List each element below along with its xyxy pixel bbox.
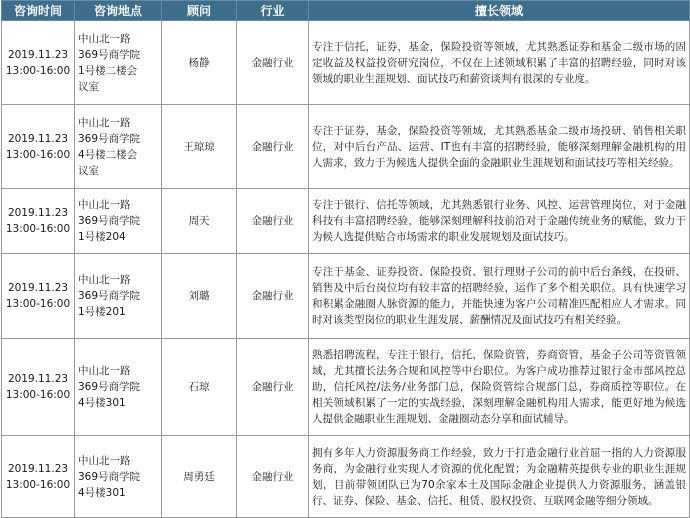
cell-industry: 金融行业 [237, 254, 309, 339]
cell-consultant: 周天 [162, 189, 237, 254]
cell-industry: 金融行业 [237, 436, 309, 518]
cell-place: 中山北一路 369号商学院 4号楼301 [75, 339, 162, 436]
table-header [2, 1, 690, 21]
header-row [2, 1, 690, 21]
cell-consultant: 杨静 [162, 21, 237, 105]
cell-industry: 金融行业 [237, 21, 309, 105]
header-industry: 行业 [237, 1, 309, 21]
header-expertise: 擅长领域 [309, 1, 690, 21]
header-consultant: 顾问 [162, 1, 237, 21]
cell-consultant: 刘璐 [162, 254, 237, 339]
table-row [2, 105, 690, 189]
cell-industry: 金融行业 [237, 105, 309, 189]
cell-industry: 金融行业 [237, 339, 309, 436]
cell-expertise: 专注于证券，基金，保险投资等领域，尤其熟悉基金二级市场投研、销售相关职位，对中后台产品、运营、IT也有丰富的招聘经验，能够深刻理解金融机构的用人需求，致力于为候选人提供全面的金融职业生涯规划和面试技巧等相关经验。 [309, 105, 690, 189]
cell-place: 中山北一路 369号商学院 1号楼201 [75, 254, 162, 339]
cell-expertise: 专注于信托，证券，基金，保险投资等领域，尤其熟悉证券和基金二级市场的固定收益及权益投资研究岗位，不仅在上述领域积累了丰富的招聘经验，同时对该领域的职业生涯规划、面试技巧和薪资谈判有很深的专业度。 [309, 21, 690, 105]
cell-time: 2019.11.23 13:00-16:00 [2, 339, 75, 436]
cell-time: 2019.11.23 13:00-16:00 [2, 436, 75, 518]
table-body [2, 21, 690, 518]
cell-time: 2019.11.23 13:00-16:00 [2, 105, 75, 189]
cell-place: 中山北一路 369号商学院 1号楼二楼会 议室 [75, 21, 162, 105]
table-row [2, 189, 690, 254]
header-consult-place: 咨询地点 [75, 1, 162, 21]
cell-time: 2019.11.23 13:00-16:00 [2, 254, 75, 339]
table-row [2, 254, 690, 339]
cell-time: 2019.11.23 13:00-16:00 [2, 21, 75, 105]
cell-place: 中山北一路 369号商学院 4号楼二楼会 议室 [75, 105, 162, 189]
table-row [2, 436, 690, 518]
cell-consultant: 石琼 [162, 339, 237, 436]
cell-consultant: 周勇廷 [162, 436, 237, 518]
cell-expertise: 专注于银行、信托等领域，尤其熟悉银行业务、风控、运营管理岗位，对于金融科技有丰富招聘经验，能够深刻理解科技前沿对于金融传统业务的赋能，致力于为候人选提供贴合市场需求的职业发展规划及面试技巧。 [309, 189, 690, 254]
cell-expertise: 熟悉招聘流程，专注于银行，信托，保险资管，券商资管，基金子公司等资管领域，尤其擅长法务合规和风控等中台职位。为客户成功推荐过银行金市部风控总助，信托风控/法务/业务部门总，保险资管综合规部门总，券商质控等职位。在相关领域积累了一定的实战经验，深刻理解金融机构用人需求，能更好地为候选人提供金融职业生涯规划、金融圈动态分享和面试辅导。 [309, 339, 690, 436]
table-row [2, 339, 690, 436]
cell-industry: 金融行业 [237, 189, 309, 254]
header-consult-time: 咨询时间 [2, 1, 75, 21]
consultant-schedule-table [1, 0, 690, 518]
cell-consultant: 王琼琼 [162, 105, 237, 189]
cell-place: 中山北一路 369号商学院 1号楼204 [75, 189, 162, 254]
cell-place: 中山北一路 369号商学院 4号楼301 [75, 436, 162, 518]
table-row [2, 21, 690, 105]
cell-expertise: 拥有多年人力资源服务商工作经验，致力于打造金融行业首屈一指的人力资源服务商，为金融行业实现人才资源的优化配置；为金融精英提供专业的职业生涯规划，目前带领团队已为70余家本土及国际金融企业提供人力资源服务，涵盖银行、证券、保险、基金、信托、租赁、股权投资、互联网金融等细分领域。 [309, 436, 690, 518]
cell-time: 2019.11.23 13:00-16:00 [2, 189, 75, 254]
cell-expertise: 专注于基金、证券投资、保险投资、银行理财子公司的前中后台条线，在投研、销售及中后台岗位均有较丰富的招聘经验，运作了多个相关职位。具有快速学习和积累金融圈人脉资源的能力，并能快速为客户公司精准匹配相应人才需求。同时对该类型岗位的职业生涯发展、薪酬情况及面试技巧有相关经验。 [309, 254, 690, 339]
